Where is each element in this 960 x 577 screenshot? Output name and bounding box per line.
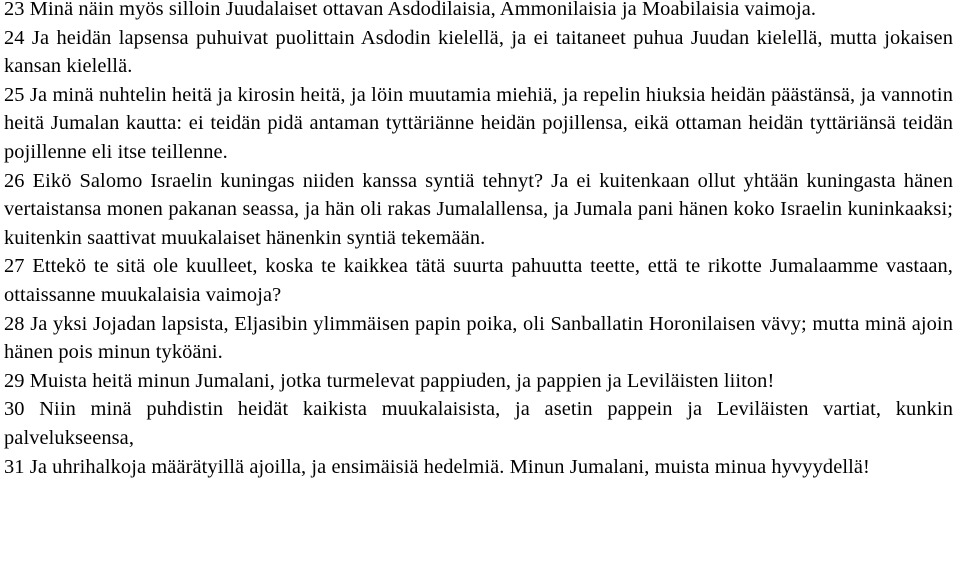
verse-25: 25 Ja minä nuhtelin heitä ja kirosin heitä, ja löin muutamia miehiä, ja repelin hiuksia heidän päästänsä, ja vannotin heitä Jumalan kautta: ei teidän pidä antaman tyttäriänne heidän pojillensa, eikä ottaman heidän tyttäriänsä teidän pojillenne eli itse teillenne. (4, 83, 953, 163)
verse-31: 31 Ja uhrihalkoja määrätyillä ajoilla, ja ensimäisiä hedelmiä. Minun Jumalani, muista minua hyvyydellä! (4, 455, 870, 478)
verse-27: 27 Ettekö te sitä ole kuulleet, koska te kaikkea tätä suurta pahuutta teette, että te rikotte Jumalaamme vastaan, ottaissanne muukalaisia vaimoja? (4, 255, 953, 306)
verse-29: 29 Muista heitä minun Jumalani, jotka turmelevat pappiuden, ja pappien ja Leviläisten liiton! (4, 369, 775, 392)
verse-23: 23 Minä näin myös silloin Juudalaiset ottavan Asdodilaisia, Ammonilaisia ja Moabilaisia vaimoja. (4, 0, 817, 20)
verse-24: 24 Ja heidän lapsensa puhuivat puolittain Asdodin kielellä, ja ei taitaneet puhua Juudan kielellä, mutta jokaisen kansan kielellä. (4, 26, 953, 78)
verse-30: 30 Niin minä puhdistin heidät kaikista muukalaisista, ja asetin pappein ja Leviläisten vartiat, kunkin palvelukseensa, (4, 398, 953, 449)
verse-26: 26 Eikö Salomo Israelin kuningas niiden kanssa syntiä tehnyt? Ja ei kuitenkaan ollut yhtään kuningasta hänen vertaistansa monen pakanan seassa, ja hän oli rakas Jumalallensa, ja Jumala pani hänen koko Israelin kuninkaaksi; kuitenkin saattivat muukalaiset hänenkin syntiä tekemään. (4, 169, 953, 249)
verse-28: 28 Ja yksi Jojadan lapsista, Eljasibin ylimmäisen papin poika, oli Sanballatin Horonilaisen vävy; mutta minä ajoin hänen pois minun tyköäni. (4, 312, 953, 364)
